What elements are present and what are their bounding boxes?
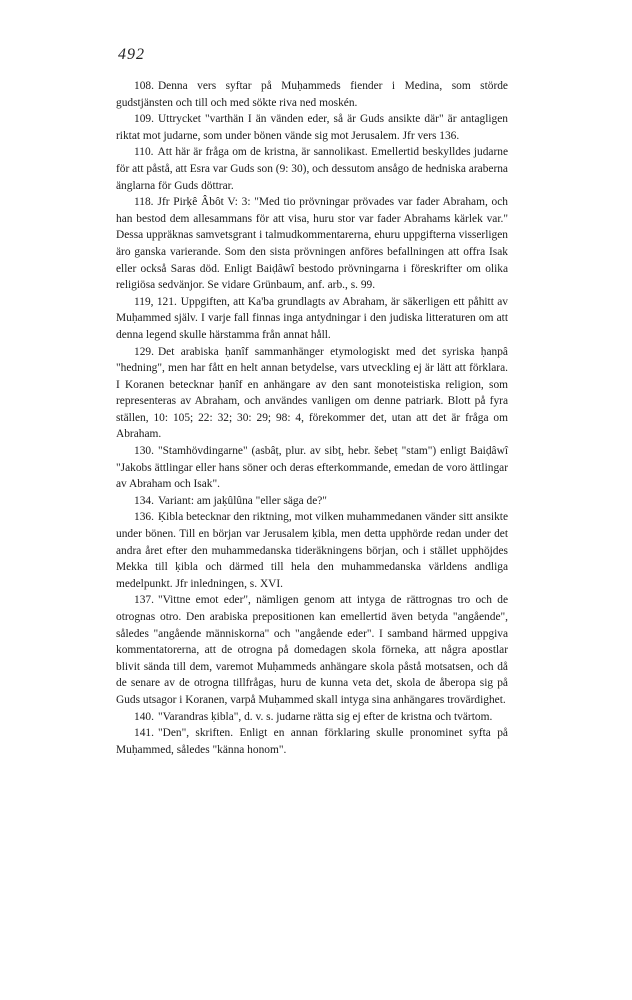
note-text: Variant: am jaḳûlûna "eller säga de?" [157, 494, 327, 507]
note-129 [116, 344, 508, 444]
note-141 [116, 725, 508, 758]
note-text: Uppgiften, att Ka'ba grundlagts av Abraham, är säkerligen ett påhitt av Muḥammed själv. I varje fall finnas inga antydningar i den judiska litteraturen om att denna legend skulle härstamma från annat håll. [116, 295, 508, 341]
note-110 [116, 144, 508, 194]
note-text: Denna vers syftar på Muḥammeds fiender i Medina, som störde gudstjänsten och till och med sökte riva ned moskén. [116, 80, 508, 109]
note-130 [116, 443, 508, 493]
note-number: 110. [134, 146, 154, 159]
note-number: 119, 121. [134, 295, 177, 308]
note-134 [116, 493, 508, 510]
note-text: "Vittne emot eder", nämligen genom att intyga de rättrognas tro och de otrognas otro. Den arabiska prepositionen kan emellertid även betyda "angående", således "angående människorna" och "angående eder". I samband härmed uppgiva kommentatorerna, att de otrogna på domedagen skola förneka, att några apostlar blivit sända till dem, varemot Muḥammeds anhängare skola påstå motsatsen, och då de senare av de otrogna tillfrågas, huru de kunna veta det, skola de åberopa sig på Guds utsagor i Koranen, varpå Muḥammed skall intyga sina anhängares trovärdighet. [116, 594, 508, 706]
note-number: 129. [134, 345, 154, 358]
note-number: 141. [134, 727, 154, 740]
note-text: Uttrycket "varthän I än vänden eder, så är Guds ansikte där" är antagligen riktat mot judarne, som under bönen vände sig mot Jerusalem. Jfr vers 136. [116, 113, 508, 142]
note-number: 136. [134, 511, 154, 524]
note-number: 109. [134, 113, 154, 126]
note-text: "Den", skriften. Enligt en annan förklaring skulle pronominet syfta på Muḥammed, således "känna honom". [116, 727, 508, 756]
note-109 [116, 111, 508, 144]
note-number: 108. [134, 80, 154, 92]
note-text: "Varandras ḳibla", d. v. s. judarne rätta sig ej efter de kristna och tvärtom. [157, 710, 493, 723]
note-number: 134. [134, 494, 154, 507]
note-text: Ḳibla betecknar den riktning, mot vilken muhammedanen vänder sitt ansikte under bönen. Till en början var Jerusalem ḳibla, men detta upphörde redan under det andra året efter den muhammedanska tideräkningens början, och i stället upphöjdes Mekka till ḳibla och därmed till hela den muhammedanska världens andliga medelpunkt. Jfr inledningen, s. XVI. [116, 511, 508, 590]
note-108 [116, 78, 508, 111]
page-number: 492 [118, 46, 145, 63]
note-number: 137. [134, 594, 154, 607]
note-140 [116, 709, 508, 726]
note-text: Att här är fråga om de kristna, är sannolikast. Emellertid beskylldes judarne för att påstå, att Esra var Guds son (9: 30), och dessutom ansågo de hedniska araberna änglarna för Guds döttrar. [116, 146, 508, 192]
note-136 [116, 509, 508, 592]
note-119-121 [116, 294, 508, 344]
note-number: 130. [134, 445, 154, 458]
note-text: Jfr Pirḳê Âbôt V: 3: "Med tio prövningar prövades var fader Abraham, och han bestod dem allesammans för att visa, huru stor var fader Abrahams kärlek var." Dessa uppräknas samvetsgrant i talmudkommentarerna, ehuru uppgifterna visserligen äro ganska varierande. Som den sista prövningen anföres befallningen att offra Isak eller också Saras död. Enligt Baiḍâwî bestodo prövningarna i föreskrifter om olika religiösa sedvänjor. Se vidare Grünbaum, anf. arb., s. 99. [116, 196, 508, 292]
note-text: "Stamhövdingarne" (asbâṭ, plur. av sibṭ, hebr. šebeṭ "stam") enligt Baiḍâwî "Jakobs ättlingar eller hans söner och deras efterkommande, emedan de voro ättlingar av Abraham och Isak". [116, 445, 508, 491]
note-137 [116, 592, 508, 708]
note-118 [116, 194, 508, 294]
note-text: Det arabiska ḥanîf sammanhänger etymologiskt med det syriska ḥanpâ "hedning", men har fått en helt annan betydelse, vars utveckling ej är lätt att förklara. I Koranen betecknar ḥanîf en anhängare av den sant monoteistiska religion, som representeras av Abraham, och användes vanligen om denne patriark. Blott på fyra ställen, 10: 105; 22: 32; 30: 29; 98: 4, förekommer det, utan att det är fråga om Abraham. [116, 345, 508, 441]
note-number: 118. [134, 196, 154, 209]
footnotes-section [116, 78, 508, 758]
note-number: 140. [134, 710, 154, 723]
